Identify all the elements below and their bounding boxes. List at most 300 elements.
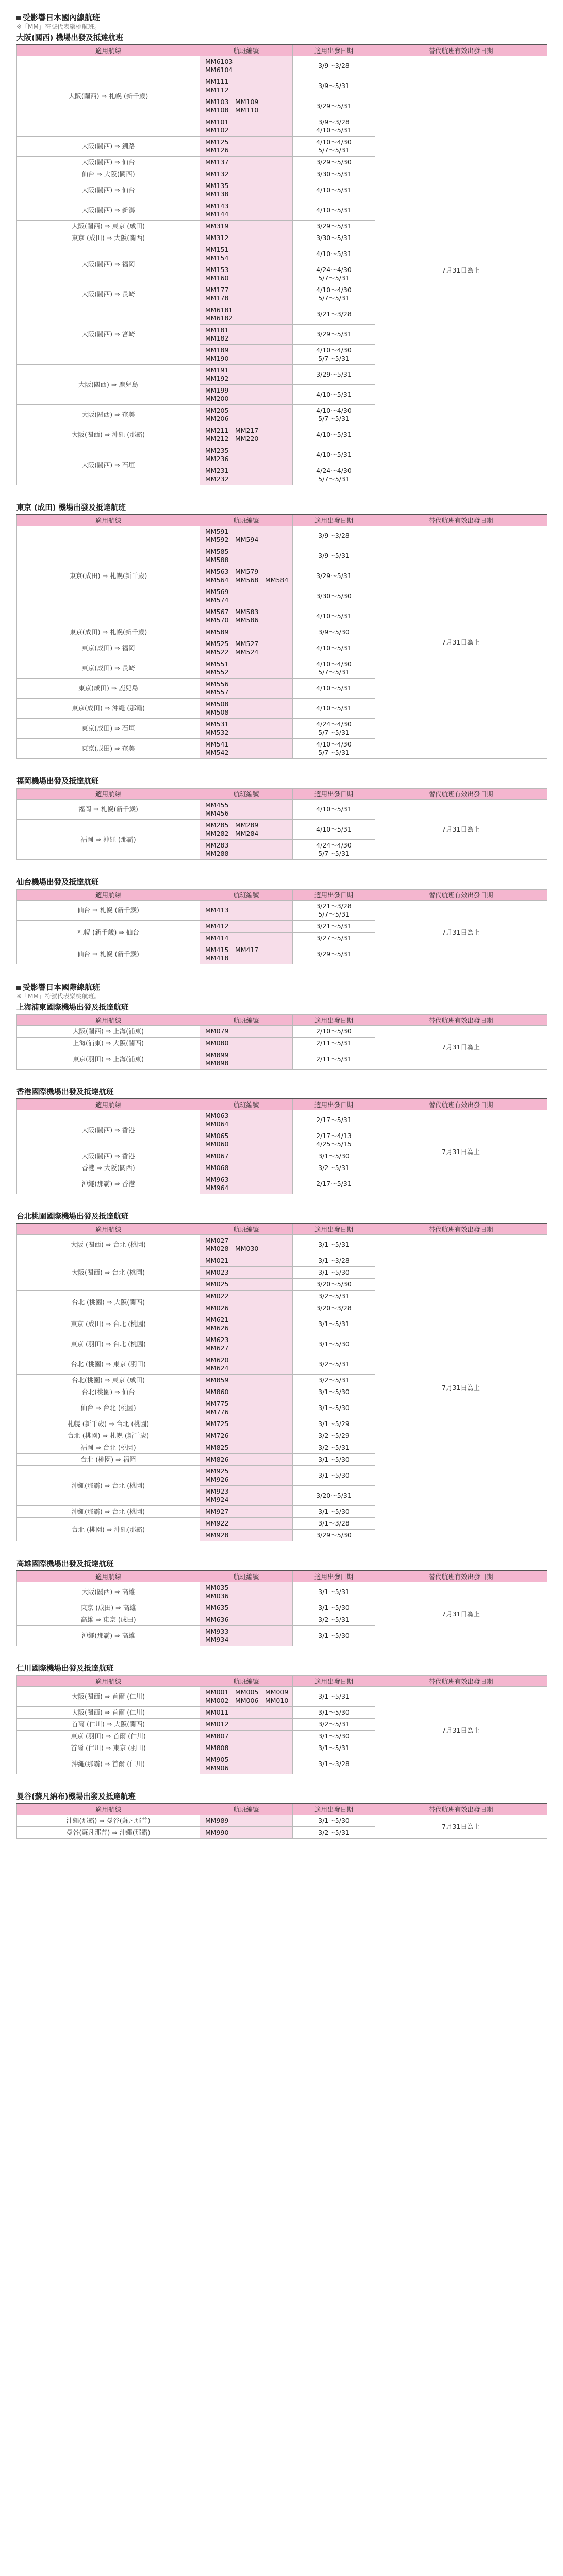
flight-number-cell: MM080 <box>200 1038 293 1049</box>
section-title: 東京 (成田) 機場出發及抵達航班 <box>16 503 547 515</box>
column-header: 航班編號 <box>200 890 293 901</box>
route-cell: 東京 (羽田) ⇒ 台北 (桃園) <box>17 1334 200 1354</box>
flight-number-cell: MM563 MM579 MM564 MM568 MM584 <box>200 566 293 586</box>
flight-number-cell: MM569 MM574 <box>200 586 293 606</box>
column-header: 替代航班有效出發日期 <box>375 789 547 800</box>
route-cell: 東京(成田) ⇒ 福岡 <box>17 638 200 658</box>
replacement-date-cell: 7月31日為止 <box>375 526 547 759</box>
route-cell: 沖繩(那霸) ⇒ 台北 (桃園) <box>17 1506 200 1518</box>
flight-number-cell: MM927 <box>200 1506 293 1518</box>
flight-number-cell: MM905 MM906 <box>200 1754 293 1774</box>
column-header: 適用航線 <box>17 890 200 901</box>
notice-group <box>16 982 547 1839</box>
route-cell: 台北(桃園) ⇒ 東京 (成田) <box>17 1375 200 1386</box>
flight-number-cell: MM001 MM005 MM009 MM002 MM006 MM010 <box>200 1687 293 1707</box>
departure-date-cell: 3/21〜5/31 <box>293 921 375 933</box>
route-cell: 大阪(關西) ⇒ 仙台 <box>17 180 200 200</box>
table-row <box>17 1110 547 1130</box>
route-cell: 福岡 ⇒ 台北 (桃園) <box>17 1442 200 1454</box>
section-title: 曼谷(蘇凡納布)機場出發及抵達航班 <box>16 1792 547 1804</box>
departure-date-cell: 3/2〜5/31 <box>293 1442 375 1454</box>
departure-date-cell: 4/10〜4/30 5/7〜5/31 <box>293 284 375 304</box>
departure-date-cell: 3/1〜5/30 <box>293 1707 375 1719</box>
column-header: 航班編號 <box>200 1804 293 1815</box>
column-header: 航班編號 <box>200 1224 293 1235</box>
flight-number-cell: MM620 MM624 <box>200 1354 293 1375</box>
table-header-row <box>17 515 547 526</box>
flight-number-cell: MM963 MM964 <box>200 1174 293 1194</box>
column-header: 航班編號 <box>200 1571 293 1582</box>
departure-date-cell: 3/9〜3/28 4/10〜5/31 <box>293 116 375 137</box>
section-title: 仁川國際機場出發及抵達航班 <box>16 1664 547 1675</box>
group-heading <box>16 12 547 23</box>
replacement-date-cell: 7月31日為止 <box>375 1110 547 1194</box>
column-header: 替代航班有效出發日期 <box>375 1676 547 1687</box>
flight-number-cell: MM414 <box>200 933 293 944</box>
route-cell: 東京 (羽田) ⇒ 首爾 (仁川) <box>17 1731 200 1742</box>
flight-number-cell: MM021 <box>200 1255 293 1267</box>
table-row <box>17 1235 547 1255</box>
route-cell: 沖繩(那霸) ⇒ 台北 (桃園) <box>17 1466 200 1506</box>
departure-date-cell: 3/30〜5/31 <box>293 232 375 244</box>
departure-date-cell: 3/1〜5/30 <box>293 1267 375 1279</box>
section-title: 台北桃園國際機場出發及抵達航班 <box>16 1212 547 1224</box>
flight-table <box>16 1675 547 1774</box>
departure-date-cell: 3/30〜5/31 <box>293 168 375 180</box>
flight-number-cell: MM285 MM289 MM282 MM284 <box>200 820 293 840</box>
departure-date-cell: 3/2〜5/31 <box>293 1162 375 1174</box>
column-header: 適用航線 <box>17 1571 200 1582</box>
flight-number-cell: MM211 MM217 MM212 MM220 <box>200 425 293 445</box>
flight-table <box>16 1571 547 1646</box>
departure-date-cell: 3/29〜5/31 <box>293 944 375 964</box>
route-cell: 仙台 ⇒ 大阪(關西) <box>17 168 200 180</box>
section-title: 高雄國際機場出發及抵達航班 <box>16 1559 547 1571</box>
flight-table <box>16 515 547 759</box>
column-header: 適用出發日期 <box>293 1015 375 1026</box>
flight-number-cell: MM567 MM583 MM570 MM586 <box>200 606 293 626</box>
route-cell: 大阪(關西) ⇒ 宮崎 <box>17 304 200 365</box>
departure-date-cell: 3/1〜5/30 <box>293 1466 375 1486</box>
flight-number-cell: MM933 MM934 <box>200 1626 293 1646</box>
departure-date-cell: 3/9〜5/30 <box>293 626 375 638</box>
column-header: 航班編號 <box>200 1099 293 1110</box>
flight-number-cell: MM6181 MM6182 <box>200 304 293 325</box>
column-header: 替代航班有效出發日期 <box>375 1571 547 1582</box>
flight-number-cell: MM101 MM102 <box>200 116 293 137</box>
route-cell: 大阪(關西) ⇒ 釧路 <box>17 137 200 157</box>
flight-number-cell: MM989 <box>200 1815 293 1827</box>
column-header: 航班編號 <box>200 789 293 800</box>
flight-number-cell: MM775 MM776 <box>200 1398 293 1418</box>
departure-date-cell: 3/1〜5/31 <box>293 1314 375 1334</box>
flight-number-cell: MM283 MM288 <box>200 840 293 860</box>
flight-number-cell: MM635 <box>200 1602 293 1614</box>
flight-number-cell: MM508 MM508 <box>200 699 293 719</box>
section-title: 福岡機場出發及抵達航班 <box>16 776 547 788</box>
section-title: 大阪(關西) 機場出發及抵達航班 <box>16 33 547 45</box>
departure-date-cell: 3/1〜5/30 <box>293 1626 375 1646</box>
flight-number-cell: MM413 <box>200 901 293 921</box>
flight-number-cell: MM312 <box>200 232 293 244</box>
column-header: 適用航線 <box>17 515 200 526</box>
flight-number-cell: MM415 MM417 MM418 <box>200 944 293 964</box>
departure-date-cell: 4/10〜4/30 5/7〜5/31 <box>293 658 375 679</box>
route-cell: 沖繩(那霸) ⇒ 高雄 <box>17 1626 200 1646</box>
route-cell: 大阪(關西) ⇒ 鹿兒島 <box>17 365 200 405</box>
departure-date-cell: 3/21〜3/28 5/7〜5/31 <box>293 901 375 921</box>
route-cell: 福岡 ⇒ 沖繩 (那霸) <box>17 820 200 860</box>
column-header: 適用出發日期 <box>293 789 375 800</box>
bullet-square-icon <box>16 986 21 990</box>
flight-number-cell: MM103 MM109 MM108 MM110 <box>200 96 293 116</box>
departure-date-cell: 3/2〜5/31 <box>293 1827 375 1839</box>
group-note: ※「MM」符號代表樂桃航班。 <box>16 23 101 30</box>
route-cell: 東京 (成田) ⇒ 高雄 <box>17 1602 200 1614</box>
table-header-row <box>17 1676 547 1687</box>
departure-date-cell: 3/1〜5/30 <box>293 1731 375 1742</box>
table-header-row <box>17 1571 547 1582</box>
flight-number-cell: MM143 MM144 <box>200 200 293 221</box>
route-cell: 東京(成田) ⇒ 長崎 <box>17 658 200 679</box>
departure-date-cell: 2/17〜5/31 <box>293 1110 375 1130</box>
route-cell: 台北 (桃園) ⇒ 福岡 <box>17 1454 200 1466</box>
column-header: 適用出發日期 <box>293 515 375 526</box>
route-cell: 沖繩(那霸) ⇒ 香港 <box>17 1174 200 1194</box>
route-cell: 沖繩(那霸) ⇒ 首爾 (仁川) <box>17 1754 200 1774</box>
departure-date-cell: 4/24〜4/30 5/7〜5/31 <box>293 840 375 860</box>
column-header: 適用出發日期 <box>293 1224 375 1235</box>
departure-date-cell: 3/9〜3/28 <box>293 526 375 546</box>
route-cell: 大阪(關西) ⇒ 仙台 <box>17 157 200 168</box>
route-cell: 台北 (桃園) ⇒ 札幌 (新千歲) <box>17 1430 200 1442</box>
departure-date-cell: 3/29〜5/31 <box>293 325 375 345</box>
flight-table <box>16 889 547 964</box>
route-cell: 台北 (桃園) ⇒ 東京 (羽田) <box>17 1354 200 1375</box>
flight-number-cell: MM899 MM898 <box>200 1049 293 1070</box>
route-cell: 東京(羽田) ⇒ 上海(浦東) <box>17 1049 200 1070</box>
flight-number-cell: MM922 <box>200 1518 293 1530</box>
flight-number-cell: MM826 <box>200 1454 293 1466</box>
departure-date-cell: 3/2〜5/31 <box>293 1291 375 1302</box>
section-title: 仙台機場出發及抵達航班 <box>16 877 547 889</box>
departure-date-cell: 3/1〜5/29 <box>293 1418 375 1430</box>
route-cell: 大阪 (關西) ⇒ 台北 (桃園) <box>17 1235 200 1255</box>
table-header-row <box>17 890 547 901</box>
departure-date-cell: 3/1〜5/30 <box>293 1454 375 1466</box>
flight-number-cell: MM636 <box>200 1614 293 1626</box>
flight-number-cell: MM063 MM064 <box>200 1110 293 1130</box>
flight-number-cell: MM111 MM112 <box>200 76 293 96</box>
route-cell: 仙台 ⇒ 台北 (桃園) <box>17 1398 200 1418</box>
departure-date-cell: 2/17〜4/13 4/25〜5/15 <box>293 1130 375 1150</box>
route-cell: 東京(成田) ⇒ 札幌(新千歲) <box>17 526 200 626</box>
route-cell: 大阪(關西) ⇒ 福岡 <box>17 244 200 284</box>
departure-date-cell: 3/2〜5/31 <box>293 1719 375 1731</box>
departure-date-cell: 3/1〜5/30 <box>293 1386 375 1398</box>
flight-number-cell: MM191 MM192 <box>200 365 293 385</box>
departure-date-cell: 4/10〜4/30 5/7〜5/31 <box>293 345 375 365</box>
departure-date-cell: 3/1〜5/31 <box>293 1742 375 1754</box>
departure-date-cell: 2/17〜5/31 <box>293 1174 375 1194</box>
route-cell: 台北 (桃園) ⇒ 沖繩(那霸) <box>17 1518 200 1541</box>
flight-number-cell: MM990 <box>200 1827 293 1839</box>
flight-number-cell: MM023 <box>200 1267 293 1279</box>
flight-number-cell: MM525 MM527 MM522 MM524 <box>200 638 293 658</box>
departure-date-cell: 4/10〜5/31 <box>293 699 375 719</box>
replacement-date-cell: 7月31日為止 <box>375 800 547 860</box>
route-cell: 大阪(關西) ⇒ 首爾 (仁川) <box>17 1707 200 1719</box>
flight-table <box>16 1804 547 1839</box>
route-cell: 大阪(關西) ⇒ 台北 (桃園) <box>17 1255 200 1291</box>
flight-number-cell: MM189 MM190 <box>200 345 293 365</box>
departure-date-cell: 3/29〜5/30 <box>293 157 375 168</box>
flight-number-cell: MM591 MM592 MM594 <box>200 526 293 546</box>
flight-number-cell: MM925 MM926 <box>200 1466 293 1486</box>
column-header: 航班編號 <box>200 1015 293 1026</box>
flight-number-cell: MM825 <box>200 1442 293 1454</box>
group-note: ※「MM」符號代表樂桃航班。 <box>16 993 101 1000</box>
departure-date-cell: 4/24〜4/30 5/7〜5/31 <box>293 264 375 284</box>
departure-date-cell: 4/10〜5/31 <box>293 679 375 699</box>
table-header-row <box>17 45 547 56</box>
route-cell: 仙台 ⇒ 札幌 (新千歲) <box>17 944 200 964</box>
flight-number-cell: MM205 MM206 <box>200 405 293 425</box>
route-cell: 東京(成田) ⇒ 奄美 <box>17 739 200 759</box>
departure-date-cell: 2/10〜5/30 <box>293 1026 375 1038</box>
flight-table <box>16 1014 547 1070</box>
column-header: 適用出發日期 <box>293 1571 375 1582</box>
column-header: 替代航班有效出發日期 <box>375 890 547 901</box>
replacement-date-cell: 7月31日為止 <box>375 56 547 485</box>
flight-number-cell: MM589 <box>200 626 293 638</box>
table-row <box>17 1026 547 1038</box>
column-header: 航班編號 <box>200 1676 293 1687</box>
flight-number-cell: MM541 MM542 <box>200 739 293 759</box>
column-header: 適用航線 <box>17 1676 200 1687</box>
departure-date-cell: 4/10〜5/31 <box>293 180 375 200</box>
departure-date-cell: 3/2〜5/29 <box>293 1430 375 1442</box>
departure-date-cell: 2/11〜5/31 <box>293 1049 375 1070</box>
notice-group <box>16 12 547 964</box>
route-cell: 福岡 ⇒ 札幌(新千歲) <box>17 800 200 820</box>
flight-number-cell: MM923 MM924 <box>200 1486 293 1506</box>
departure-date-cell: 4/24〜4/30 5/7〜5/31 <box>293 465 375 485</box>
departure-date-cell: 3/20〜3/28 <box>293 1302 375 1314</box>
departure-date-cell: 3/1〜5/30 <box>293 1334 375 1354</box>
departure-date-cell: 4/10〜5/31 <box>293 445 375 465</box>
section-title: 香港國際機場出發及抵達航班 <box>16 1087 547 1099</box>
flight-number-cell: MM181 MM182 <box>200 325 293 345</box>
flight-number-cell: MM725 <box>200 1418 293 1430</box>
column-header: 替代航班有效出發日期 <box>375 1099 547 1110</box>
flight-number-cell: MM068 <box>200 1162 293 1174</box>
flight-table <box>16 788 547 860</box>
section-title: 上海浦東國際機場出發及抵達航班 <box>16 1003 547 1014</box>
departure-date-cell: 3/1〜5/31 <box>293 1687 375 1707</box>
flight-number-cell: MM065 MM060 <box>200 1130 293 1150</box>
column-header: 適用航線 <box>17 1099 200 1110</box>
route-cell: 大阪(關西) ⇒ 香港 <box>17 1110 200 1150</box>
column-header: 適用航線 <box>17 1224 200 1235</box>
table-header-row <box>17 1099 547 1110</box>
departure-date-cell: 3/1〜3/28 <box>293 1255 375 1267</box>
flight-table <box>16 45 547 485</box>
table-row <box>17 1582 547 1602</box>
departure-date-cell: 3/9〜5/31 <box>293 76 375 96</box>
column-header: 航班編號 <box>200 515 293 526</box>
departure-date-cell: 3/1〜3/28 <box>293 1754 375 1774</box>
route-cell: 高雄 ⇒ 東京 (成田) <box>17 1614 200 1626</box>
flight-number-cell: MM067 <box>200 1150 293 1162</box>
departure-date-cell: 3/27〜5/31 <box>293 933 375 944</box>
route-cell: 大阪(關西) ⇒ 首爾 (仁川) <box>17 1687 200 1707</box>
departure-date-cell: 3/21〜3/28 <box>293 304 375 325</box>
route-cell: 札幌 (新千歲) ⇒ 台北 (桃園) <box>17 1418 200 1430</box>
route-cell: 大阪(關西) ⇒ 石垣 <box>17 445 200 485</box>
replacement-date-cell: 7月31日為止 <box>375 1815 547 1839</box>
flight-number-cell: MM623 MM627 <box>200 1334 293 1354</box>
departure-date-cell: 4/10〜5/31 <box>293 638 375 658</box>
route-cell: 大阪(關西) ⇒ 沖繩 (那霸) <box>17 425 200 445</box>
flight-number-cell: MM860 <box>200 1386 293 1398</box>
route-cell: 首爾 (仁川) ⇒ 東京 (羽田) <box>17 1742 200 1754</box>
departure-date-cell: 3/1〜5/30 <box>293 1506 375 1518</box>
replacement-date-cell: 7月31日為止 <box>375 1687 547 1774</box>
flight-number-cell: MM319 <box>200 221 293 232</box>
column-header: 適用出發日期 <box>293 890 375 901</box>
replacement-date-cell: 7月31日為止 <box>375 901 547 964</box>
flight-number-cell: MM199 MM200 <box>200 385 293 405</box>
table-row <box>17 56 547 76</box>
route-cell: 仙台 ⇒ 札幌 (新千歲) <box>17 901 200 921</box>
departure-date-cell: 3/1〜5/30 <box>293 1398 375 1418</box>
departure-date-cell: 3/1〜3/28 <box>293 1518 375 1530</box>
flight-number-cell: MM928 <box>200 1530 293 1541</box>
bullet-square-icon <box>16 16 21 20</box>
column-header: 替代航班有效出發日期 <box>375 1224 547 1235</box>
column-header: 替代航班有效出發日期 <box>375 1015 547 1026</box>
route-cell: 台北 (桃園) ⇒ 大阪(關西) <box>17 1291 200 1314</box>
route-cell: 札幌 (新千歲) ⇒ 仙台 <box>17 921 200 944</box>
column-header: 適用出發日期 <box>293 45 375 56</box>
table-header-row <box>17 1804 547 1815</box>
flight-number-cell: MM726 <box>200 1430 293 1442</box>
column-header: 適用出發日期 <box>293 1804 375 1815</box>
departure-date-cell: 4/10〜5/31 <box>293 425 375 445</box>
route-cell: 台北(桃園) ⇒ 仙台 <box>17 1386 200 1398</box>
flight-table <box>16 1224 547 1541</box>
column-header: 適用出發日期 <box>293 1099 375 1110</box>
replacement-date-cell: 7月31日為止 <box>375 1582 547 1646</box>
route-cell: 大阪(關西) ⇒ 札幌 (新千歲) <box>17 56 200 137</box>
flight-number-cell: MM859 <box>200 1375 293 1386</box>
flight-number-cell: MM012 <box>200 1719 293 1731</box>
column-header: 適用航線 <box>17 1015 200 1026</box>
departure-date-cell: 3/20〜5/31 <box>293 1486 375 1506</box>
departure-date-cell: 3/29〜5/30 <box>293 1530 375 1541</box>
flight-table <box>16 1099 547 1194</box>
flight-number-cell: MM235 MM236 <box>200 445 293 465</box>
flight-number-cell: MM135 MM138 <box>200 180 293 200</box>
table-header-row <box>17 789 547 800</box>
departure-date-cell: 3/29〜5/31 <box>293 221 375 232</box>
route-cell: 東京(成田) ⇒ 石垣 <box>17 719 200 739</box>
column-header: 替代航班有效出發日期 <box>375 515 547 526</box>
flight-number-cell: MM6103 MM6104 <box>200 56 293 76</box>
column-header: 適用航線 <box>17 1804 200 1815</box>
flight-number-cell: MM585 MM588 <box>200 546 293 566</box>
flight-number-cell: MM556 MM557 <box>200 679 293 699</box>
group-heading-text: 受影響日本國內線航班 <box>23 13 101 22</box>
departure-date-cell: 4/10〜5/31 <box>293 820 375 840</box>
column-header: 適用航線 <box>17 45 200 56</box>
departure-date-cell: 2/11〜5/31 <box>293 1038 375 1049</box>
flight-number-cell: MM807 <box>200 1731 293 1742</box>
departure-date-cell: 3/30〜5/30 <box>293 586 375 606</box>
departure-date-cell: 3/2〜5/31 <box>293 1614 375 1626</box>
route-cell: 首爾 (仁川) ⇒ 大阪(關西) <box>17 1719 200 1731</box>
departure-date-cell: 4/10〜4/30 5/7〜5/31 <box>293 405 375 425</box>
flight-number-cell: MM531 MM532 <box>200 719 293 739</box>
flight-number-cell: MM035 MM036 <box>200 1582 293 1602</box>
departure-date-cell: 3/2〜5/31 <box>293 1354 375 1375</box>
route-cell: 大阪(關西) ⇒ 奄美 <box>17 405 200 425</box>
flight-number-cell: MM551 MM552 <box>200 658 293 679</box>
departure-date-cell: 4/10〜4/30 5/7〜5/31 <box>293 739 375 759</box>
flight-number-cell: MM027 MM028 MM030 <box>200 1235 293 1255</box>
flight-number-cell: MM137 <box>200 157 293 168</box>
route-cell: 大阪(關西) ⇒ 新潟 <box>17 200 200 221</box>
column-header: 航班編號 <box>200 45 293 56</box>
route-cell: 大阪(關西) ⇒ 東京 (成田) <box>17 221 200 232</box>
group-heading-text: 受影響日本國際線航班 <box>23 982 101 992</box>
flight-number-cell: MM079 <box>200 1026 293 1038</box>
route-cell: 大阪(關西) ⇒ 上海(浦東) <box>17 1026 200 1038</box>
departure-date-cell: 4/24〜4/30 5/7〜5/31 <box>293 719 375 739</box>
flight-number-cell: MM011 <box>200 1707 293 1719</box>
departure-date-cell: 3/1〜5/30 <box>293 1150 375 1162</box>
flight-number-cell: MM125 MM126 <box>200 137 293 157</box>
route-cell: 東京(成田) ⇒ 鹿兒島 <box>17 679 200 699</box>
flight-number-cell: MM132 <box>200 168 293 180</box>
route-cell: 上海(浦東) ⇒ 大阪(關西) <box>17 1038 200 1049</box>
departure-date-cell: 3/1〜5/31 <box>293 1235 375 1255</box>
route-cell: 大阪(關西) ⇒ 長崎 <box>17 284 200 304</box>
departure-date-cell: 3/29〜5/31 <box>293 566 375 586</box>
table-row <box>17 1687 547 1707</box>
departure-date-cell: 4/10〜5/31 <box>293 244 375 264</box>
flight-number-cell: MM151 MM154 <box>200 244 293 264</box>
column-header: 適用航線 <box>17 789 200 800</box>
route-cell: 大阪(關西) ⇒ 香港 <box>17 1150 200 1162</box>
flight-number-cell: MM022 <box>200 1291 293 1302</box>
departure-date-cell: 3/1〜5/30 <box>293 1815 375 1827</box>
departure-date-cell: 4/10〜4/30 5/7〜5/31 <box>293 137 375 157</box>
departure-date-cell: 4/10〜5/31 <box>293 200 375 221</box>
departure-date-cell: 4/10〜5/31 <box>293 385 375 405</box>
group-heading <box>16 982 547 992</box>
flight-number-cell: MM455 MM456 <box>200 800 293 820</box>
route-cell: 東京 (成田) ⇒ 台北 (桃園) <box>17 1314 200 1334</box>
table-header-row <box>17 1015 547 1026</box>
departure-date-cell: 3/20〜5/30 <box>293 1279 375 1291</box>
departure-date-cell: 3/9〜5/31 <box>293 546 375 566</box>
flight-number-cell: MM025 <box>200 1279 293 1291</box>
route-cell: 曼谷(蘇凡那普) ⇒ 沖繩(那霸) <box>17 1827 200 1839</box>
table-row <box>17 901 547 921</box>
replacement-date-cell: 7月31日為止 <box>375 1235 547 1541</box>
